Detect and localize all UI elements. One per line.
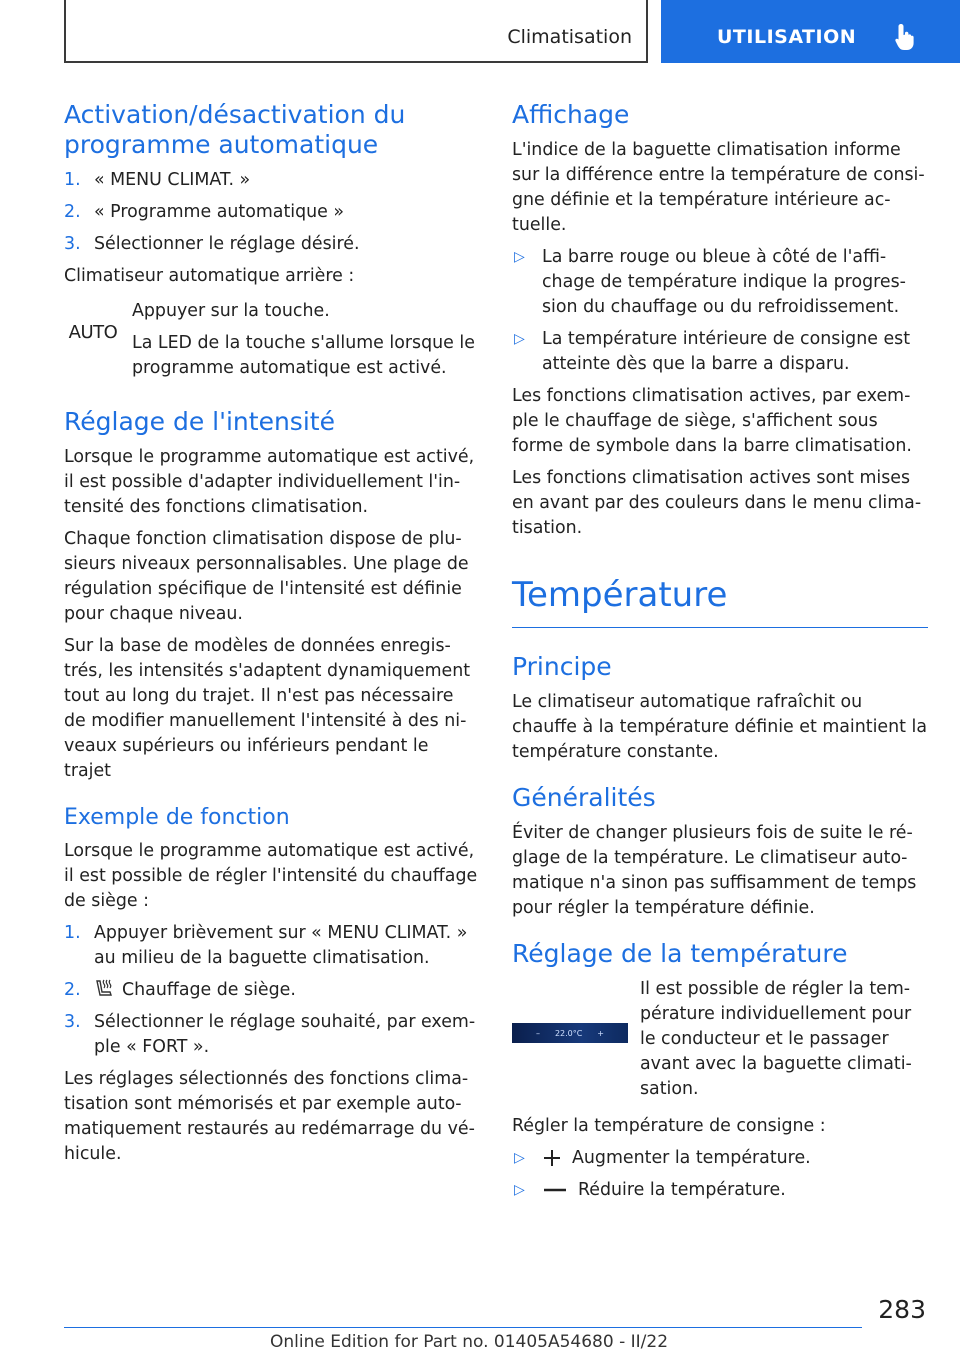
heading-display: Affichage	[512, 100, 630, 129]
display-bullets	[512, 245, 928, 377]
rear-climate-label: Climatiseur automatique arrière :	[64, 266, 355, 286]
list-item: ▷ La barre rouge ou bleue à côté de l'affichage de température indique la progression du chauffage ou du refroidissement.	[514, 247, 906, 317]
minus-icon	[542, 1180, 568, 1200]
list-item: ▷ La température intérieure de consigne est atteinte dès que la barre a disparu.	[514, 329, 911, 374]
paragraph: Les fonctions climatisation actives, par exemple le chauffage de siège, s'affichent sous forme de symbole dans la barre climatisation.	[512, 386, 912, 456]
header-chapter-box	[64, 0, 648, 63]
paragraph: Les réglages sélectionnés des fonctions climatisation sont mémorisés et par exemple automatiquement restaurés au redémarrage du véhicule.	[64, 1069, 475, 1164]
list-item: 1. « MENU CLIMAT. »	[64, 170, 251, 190]
right-column	[512, 100, 928, 1210]
auto-button-block	[64, 299, 478, 381]
heading-activation: Activation/désactivation du programme automatique	[64, 100, 406, 159]
paragraph: Sur la base de modèles de données enregistrés, les intensités s'adaptent dynamiquement tout au long du trajet. Il n'est pas nécessaire de modifier manuellement l'intensité à des niveaux supérieurs ou inférieurs pendant le trajet	[64, 636, 471, 781]
list-item: 1. Appuyer brièvement sur « MENU CLIMAT. » au milieu de la baguette climatisation.	[64, 923, 468, 968]
temperature-display: 22.0°C	[554, 1028, 583, 1038]
paragraph: Le climatiseur automatique rafraîchit ou chauffe à la température définie et maintient la température constante.	[512, 692, 927, 762]
temperature-block	[512, 977, 928, 1102]
list-item: 2. « Programme automatique »	[64, 202, 345, 222]
list-item: 3. Sélectionner le réglage désiré.	[64, 234, 360, 254]
header-section: UTILISATION	[717, 26, 857, 48]
paragraph: Il est possible de régler la température individuellement pour le conducteur et le passager avant avec la baguette climatisation.	[640, 979, 912, 1099]
plus-icon	[542, 1148, 562, 1168]
paragraph: Lorsque le programme automatique est activé, il est possible de régler l'intensité du chauffage de siège :	[64, 841, 478, 911]
paragraph: L'indice de la baguette climatisation informe sur la différence entre la température de consigne définie et la température intérieure actuelle.	[512, 140, 925, 235]
auto-instruction: Appuyer sur la touche.	[132, 301, 330, 321]
heading-principle: Principe	[512, 652, 612, 681]
paragraph: Lorsque le programme automatique est activé, il est possible d'adapter individuellement l'intensité des fonctions climatisation.	[64, 447, 475, 517]
auto-button-icon: AUTO	[68, 321, 118, 343]
heading-intensity: Réglage de l'intensité	[64, 407, 335, 436]
minus-icon: –	[536, 1028, 540, 1038]
list-item: 3. Sélectionner le réglage souhaité, par exemple « FORT ».	[64, 1012, 476, 1057]
bullet-triangle-icon: ▷	[514, 331, 525, 347]
heading-temperature: Température	[512, 575, 928, 628]
paragraph: Les fonctions climatisation actives sont mises en avant par des couleurs dans le menu climatisation.	[512, 468, 922, 538]
list-item: ▷ Réduire la température.	[512, 1178, 928, 1203]
header-chapter: Climatisation	[507, 26, 632, 48]
paragraph: Éviter de changer plusieurs fois de suite le réglage de la température. Le climatiseur automatique n'a sinon pas suffisamment de temps pour régler la température définie.	[512, 823, 917, 918]
list-item: 2. Chauffage de siège.	[64, 980, 296, 1000]
hand-pointer-icon	[893, 22, 917, 52]
footer-edition: Online Edition for Part no. 01405A54680 - II/22	[270, 1332, 669, 1352]
list-item: ▷ Augmenter la température.	[512, 1146, 928, 1171]
plus-icon: +	[597, 1028, 604, 1038]
heading-set-temperature: Réglage de la température	[512, 939, 848, 968]
footer-divider	[64, 1327, 862, 1328]
activation-steps	[64, 168, 478, 257]
bullet-triangle-icon: ▷	[514, 249, 525, 265]
bullet-triangle-icon: ▷	[514, 1150, 525, 1166]
example-steps	[64, 921, 478, 1060]
temperature-bar-image	[512, 1023, 628, 1043]
heading-example: Exemple de fonction	[64, 805, 290, 830]
page-number: 283	[878, 1295, 926, 1324]
paragraph: Chaque fonction climatisation dispose de plusieurs niveaux personnalisables. Une plage de régulation spécifique de l'intensité est définie pour chaque niveau.	[64, 529, 469, 624]
heading-general: Généralités	[512, 783, 656, 812]
seat-heating-icon	[94, 978, 116, 998]
auto-led-note: La LED de la touche s'allume lorsque le programme automatique est activé.	[132, 333, 475, 378]
left-column	[64, 100, 478, 1174]
header-section-tab	[661, 0, 960, 63]
temperature-bullets	[512, 1146, 928, 1203]
bullet-triangle-icon: ▷	[514, 1182, 525, 1198]
paragraph: Régler la température de consigne :	[512, 1116, 826, 1136]
